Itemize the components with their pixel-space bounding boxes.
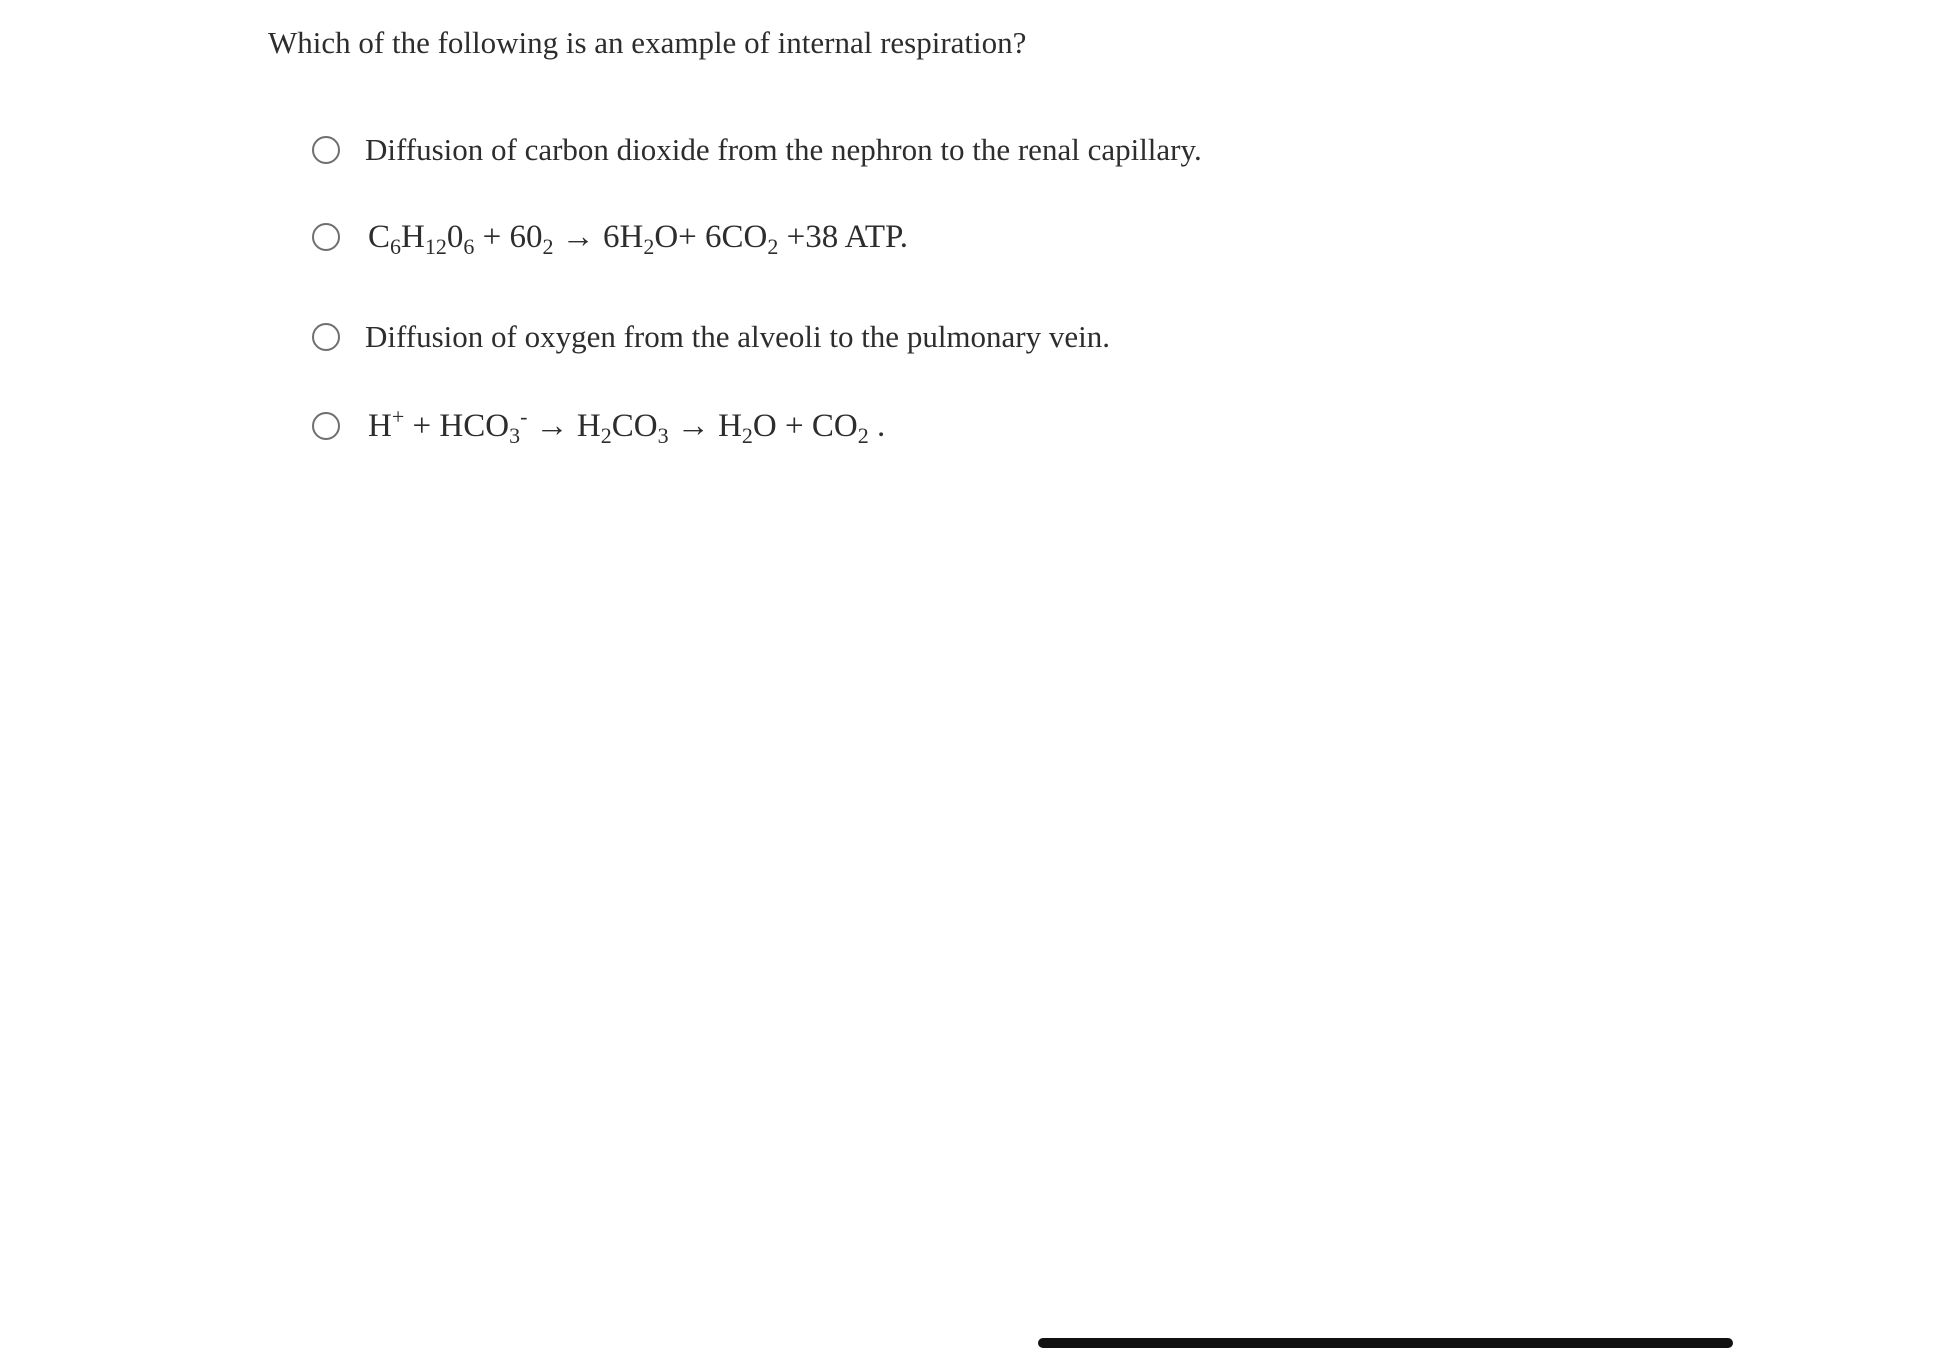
eq-part: → 6H [553,219,644,255]
answer-option-3[interactable] [312,315,1110,359]
eq-part: + 60 [474,219,543,255]
eq-superscript: + [391,404,405,429]
eq-part: CO [611,408,658,444]
eq-part: + HCO [404,408,510,444]
eq-part: O+ 6CO [654,219,768,255]
eq-subscript: 2 [767,234,779,259]
answer-option-label: Diffusion of oxygen from the alveoli to the pulmonary vein. [365,319,1110,354]
radio-button-icon[interactable] [312,323,340,351]
eq-subscript: 12 [424,234,447,259]
eq-subscript: 2 [857,423,869,448]
radio-button-icon[interactable] [312,136,340,164]
radio-button-icon[interactable] [312,412,340,440]
eq-part: H [401,219,425,255]
answer-option-1[interactable] [312,128,1202,172]
eq-part: . [868,408,886,444]
eq-part: +38 ATP. [778,219,908,255]
eq-superscript: - [520,404,528,429]
radio-button-icon[interactable] [312,223,340,251]
eq-part: C [368,219,391,255]
eq-part: O + CO [752,408,858,444]
eq-subscript: 2 [741,423,753,448]
glucose-equation [368,215,908,259]
question-text: Which of the following is an example of internal respiration? [268,25,1027,60]
eq-part: H [368,408,392,444]
eq-subscript: 6 [463,234,475,259]
answer-option-4[interactable] [312,404,885,448]
eq-part: → H [668,408,742,444]
eq-subscript: 2 [542,234,554,259]
bicarbonate-equation [368,404,885,448]
eq-part: 0 [446,219,464,255]
eq-subscript: 3 [509,423,521,448]
home-indicator-bar[interactable] [1038,1338,1733,1348]
eq-subscript: 3 [657,423,669,448]
answer-option-label: Diffusion of carbon dioxide from the nephron to the renal capillary. [365,132,1202,167]
eq-subscript: 2 [600,423,612,448]
eq-subscript: 6 [390,234,402,259]
eq-subscript: 2 [643,234,655,259]
eq-part: → H [527,408,601,444]
answer-option-2[interactable] [312,215,908,259]
